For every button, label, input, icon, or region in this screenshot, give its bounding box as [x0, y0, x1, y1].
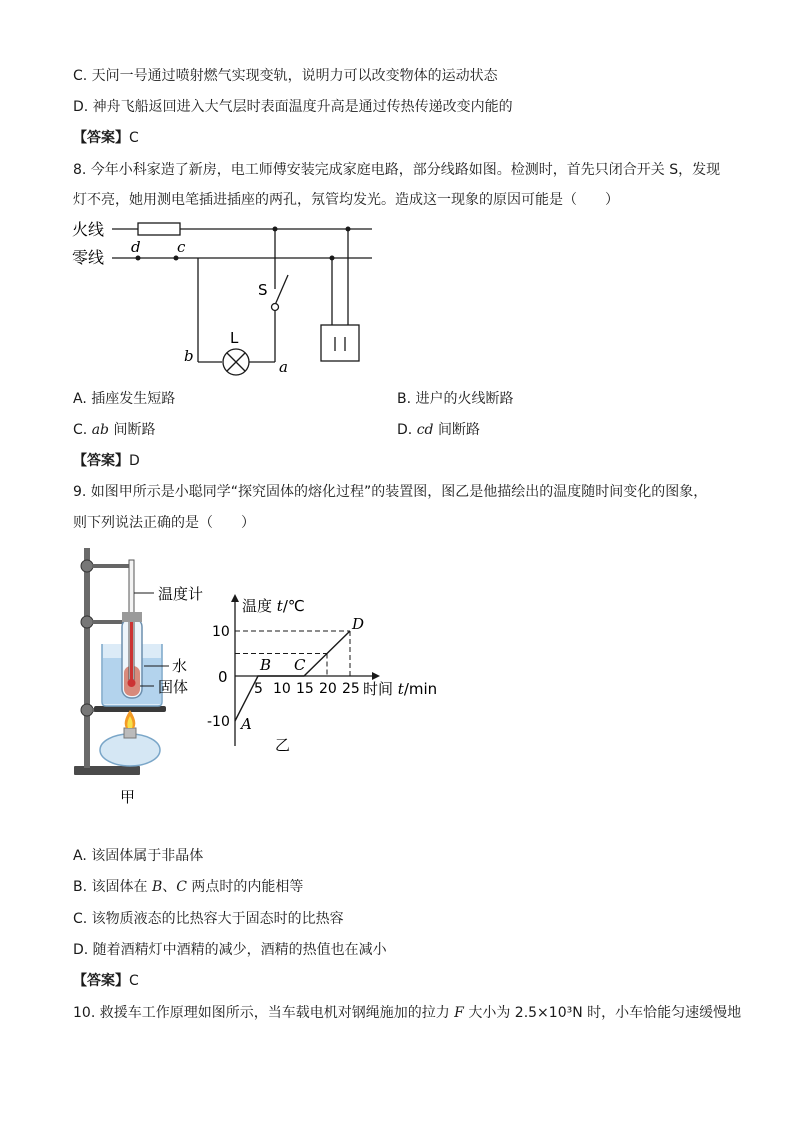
answer-value: C	[129, 973, 139, 989]
x-tick-label: 5	[254, 681, 263, 697]
point-a-label: a	[279, 358, 288, 376]
point-d-label: d	[131, 238, 141, 256]
q8-stem-line2: 灯不亮，她用测电笔插进插座的两孔，氖管均发光。造成这一现象的原因可能是（ ）	[73, 192, 619, 208]
lamp-L-label: L	[230, 329, 239, 347]
y-axis-label-var: t	[276, 597, 283, 615]
y-axis-label	[242, 597, 305, 615]
y-tick-label: -10	[207, 714, 230, 730]
q9-option-b	[73, 877, 303, 897]
answer-tag: 【答案】	[73, 130, 129, 146]
option-b-point-b: B	[151, 879, 163, 895]
q8-stem-line1: 8. 今年小科家造了新房，电工师傅安装完成家庭电路，部分线路如图。检测时，首先只闭合开关 S，发现	[73, 162, 721, 178]
point-b-label: b	[184, 347, 194, 365]
q8-option-b: B. 进户的火线断路	[397, 391, 514, 407]
point-A-label: A	[241, 715, 252, 733]
x-axis-label-var: t	[397, 680, 404, 698]
point-c-label: c	[177, 238, 186, 256]
q9-option-c: C. 该物质液态的比热容大于固态时的比热容	[73, 911, 344, 927]
q10-stem-suffix: 大小为 2.5×10³N 时，小车恰能匀速缓慢地	[463, 1005, 742, 1021]
option-d-prefix: D.	[397, 422, 417, 438]
solid-label: 固体	[158, 678, 189, 696]
y-axis-arrow	[231, 594, 239, 602]
answer-value: D	[129, 453, 140, 469]
q9-option-d: D. 随着酒精灯中酒精的减少，酒精的热值也在减小	[73, 942, 387, 958]
q9-option-a: A. 该固体属于非晶体	[73, 848, 204, 864]
q9-temperature-graph	[200, 590, 450, 760]
q10-stem-prefix: 10. 救援车工作原理如图所示，当车载电机对钢绳施加的拉力	[73, 1005, 455, 1021]
x-axis-arrow	[372, 672, 380, 680]
option-b-sep: 、	[162, 879, 177, 895]
switch-S	[275, 275, 288, 305]
x-tick-label: 10	[273, 681, 291, 697]
x-axis-label-prefix: 时间	[363, 680, 398, 698]
q8-option-c	[73, 420, 155, 440]
point-D-label: D	[352, 615, 365, 633]
water-label: 水	[172, 657, 188, 675]
option-c-prefix: C.	[73, 422, 92, 438]
q8-circuit-diagram	[60, 215, 400, 385]
x-tick-label: 20	[319, 681, 337, 697]
q9-stem-line2: 则下列说法正确的是（ ）	[73, 515, 255, 531]
q7-answer	[73, 128, 139, 148]
point-C-label: C	[294, 656, 306, 674]
option-c-var: ab	[91, 422, 109, 438]
socket	[321, 325, 359, 361]
point-B-label: B	[260, 656, 272, 674]
y-tick-label: 10	[212, 624, 230, 640]
neutral-wire-label: 零线	[72, 248, 105, 267]
option-b-point-c: C	[176, 879, 187, 895]
q10-force-var: F	[454, 1005, 464, 1021]
thermometer-label: 温度计	[158, 585, 204, 603]
option-b-prefix: B. 该固体在	[73, 879, 152, 895]
option-b-suffix: 两点时的内能相等	[186, 879, 304, 895]
answer-value: C	[129, 130, 139, 146]
y-axis-label-prefix: 温度	[242, 597, 277, 615]
x-axis-label-unit: /min	[403, 680, 438, 698]
q10-stem-line1	[73, 1003, 741, 1023]
origin-label: 0	[218, 668, 228, 686]
answer-tag: 【答案】	[73, 973, 129, 989]
q8-option-d	[397, 420, 480, 440]
option-d-var: cd	[416, 422, 434, 438]
x-tick-label: 15	[296, 681, 314, 697]
figure-yi-caption: 乙	[275, 736, 291, 754]
y-axis-label-unit: /℃	[282, 597, 305, 615]
q7-option-d: D. 神舟飞船返回进入大气层时表面温度升高是通过传热传递改变内能的	[73, 99, 513, 115]
x-axis-label	[363, 680, 437, 698]
q9-answer	[73, 971, 139, 991]
q8-option-a: A. 插座发生短路	[73, 391, 176, 407]
option-c-suffix: 间断路	[109, 422, 156, 438]
q9-stem-line1: 9. 如图甲所示是小聪同学“探究固体的熔化过程”的装置图，图乙是他描绘出的温度随时间变化的图象，	[73, 484, 708, 500]
x-tick-label: 25	[342, 681, 360, 697]
switch-S-label: S	[258, 281, 268, 299]
live-wire-label: 火线	[72, 220, 105, 239]
fuse	[138, 223, 180, 235]
answer-tag: 【答案】	[73, 453, 129, 469]
option-d-suffix: 间断路	[433, 422, 480, 438]
figure-jia-caption: 甲	[120, 788, 136, 806]
q7-option-c: C. 天问一号通过喷射燃气实现变轨，说明力可以改变物体的运动状态	[73, 68, 498, 84]
q8-answer	[73, 451, 140, 471]
